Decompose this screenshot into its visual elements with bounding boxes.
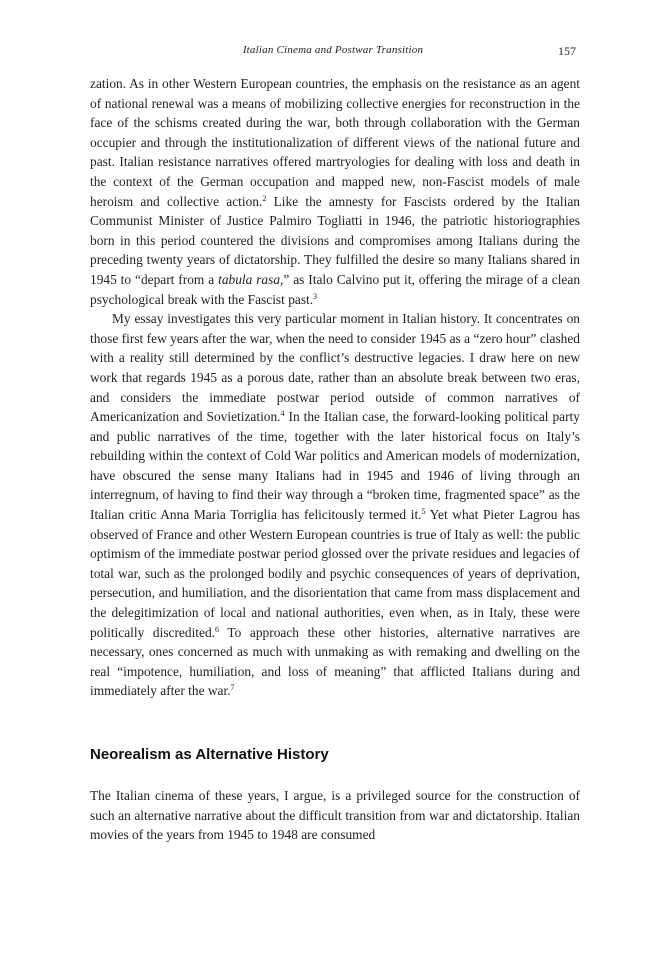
paragraph-2: [90, 309, 580, 701]
running-header: [90, 44, 576, 60]
page-number: 157: [558, 44, 576, 58]
paragraph-text: The Italian cinema of these years, I argue, is a privileged source for the construction of such an alternative narrative about the difficult transition from war and dictatorship. Italian movies of the years from 1945 to 1948 are consumed: [90, 788, 580, 843]
paragraph-text: ” as Italo Calvino put it, offering the mirage of a clean psychological break with the Fascist past.: [90, 271, 581, 307]
paragraph-3: [90, 786, 580, 845]
paragraph-text: My essay investigates this very particular moment in Italian history. It concentrates on those first few years after the war, when the need to consider 1945 as a “zero hour” clashed with a reality still determined by the conflict’s destructive legacies. I draw here on new work that regards 1945 as a porous date, rather than an absolute break between two eras, and considers the immediate postwar period outside of common narratives of Americanization and Sovietization.: [90, 311, 580, 425]
footnote-ref-6[interactable]: 6: [215, 624, 219, 634]
running-title: Italian Cinema and Postwar Transition: [242, 44, 424, 56]
footnote-ref-3[interactable]: 3: [313, 291, 318, 301]
footnote-ref-4[interactable]: 4: [280, 409, 285, 419]
paragraph-text: In the Italian case, the forward-looking political party and public narratives of the time, together with the later historical focus on Italy’s rebuilding within the context of Cold War politics and American models of modernization, have obscured the sense many Italians had in 1945 and 1946 of living through an interregnum, of having to find their way through a “broken time, fragmented space” as the Italian critic Anna Maria Torriglia has felicitously termed it.: [90, 409, 580, 523]
paragraph-1: [90, 74, 580, 309]
footnote-ref-5[interactable]: 5: [421, 507, 426, 517]
footnote-ref-2[interactable]: 2: [262, 193, 267, 203]
paragraph-text: zation. As in other Western European countries, the emphasis on the resistance as an agent of national renewal was a means of mobilizing collective energies for reconstruction in the face of the schisms created during the war, both through collaboration with the German occupier and through the institutionalization of different views of the national future and past. Italian resistance narratives offered martryologies for dealing with loss and death in the context of the German occupation and mapped new, non-Fascist models of male heroism and collective action.: [90, 76, 580, 209]
footnote-ref-7[interactable]: 7: [230, 683, 235, 693]
italic-term: tabula rasa,: [218, 271, 284, 287]
section-heading: Neorealism as Alternative History: [90, 746, 329, 763]
paragraph-text: Yet what Pieter Lagrou has observed of France and other Western European countries is true of Italy as well: the public optimism of the immediate postwar period glossed over the private residues and legacies of total war, such as the prolonged bodily and psychic consequences of years of deprivation, persecution, and humiliation, and the disorientation that came from mass displacement and the delegitimization of local and national authorities, even when, as in Italy, these were politically discredited.: [90, 507, 580, 640]
paragraph-text: To approach these other histories, alternative narratives are necessary, ones concerned as much with unmaking as with remaking and dwelling on the real “impotence, humiliation, and loss of meaning” that afflicted Italians during and immediately after the war.: [90, 624, 580, 699]
paragraph-text: Like the amnesty for Fascists ordered by the Italian Communist Minister of Justice Palmiro Togliatti in 1946, the patriotic historiographies born in this period countered the divisions and compromises among Italians during the preceding twenty years of dictatorship. They fulfilled the desire so many Italians shared in 1945 to “depart from a: [90, 193, 580, 287]
page-body: [90, 74, 580, 845]
